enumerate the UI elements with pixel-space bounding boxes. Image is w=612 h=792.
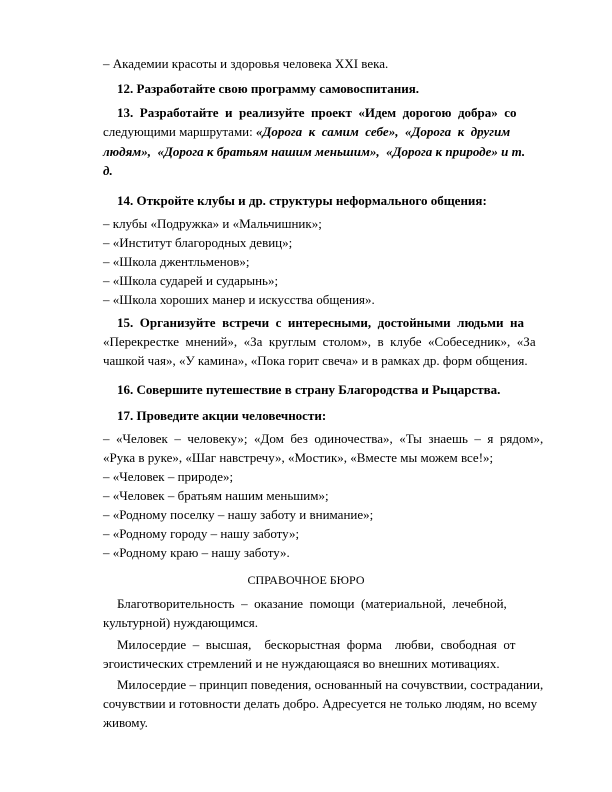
definition-1-line2: культурной) нуждающимся. <box>103 615 259 630</box>
item-17: 17. Проведите акции человечности: <box>117 408 327 423</box>
item-14: 14. Откройте клубы и др. структуры неформального общения: <box>117 193 487 208</box>
item-16: 16. Совершите путешествие в страну Благородства и Рыцарства. <box>117 382 501 397</box>
definition-1-line1: Благотворительность – оказание помощи (материальной, лечебной, <box>117 596 507 611</box>
club-item: – «Школа сударей и сударынь»; <box>103 273 279 288</box>
definition-2-line1: Милосердие – высшая, бескорыстная форма любви, свободная от <box>117 637 516 652</box>
club-item: – «Институт благородных девиц»; <box>103 235 293 250</box>
item-15-line2: «Перекрестке мнений», «За круглым столом», в клубе «Собеседник», «За <box>103 334 536 349</box>
club-item: – «Школа джентльменов»; <box>103 254 250 269</box>
action-item: – «Родному краю – нашу заботу». <box>103 545 290 560</box>
item-12: 12. Разработайте свою программу самовоспитания. <box>117 81 419 96</box>
club-item: – клубы «Подружка» и «Мальчишник»; <box>103 216 322 231</box>
line-academy: – Академии красоты и здоровья человека XXI века. <box>103 56 389 71</box>
action-item: – «Человек – природе»; <box>103 469 234 484</box>
item-13-line2 <box>103 124 571 140</box>
item-13-line1: 13. Разработайте и реализуйте проект «Идем дорогою добра» со <box>117 105 517 120</box>
section-heading: СПРАВОЧНОЕ БЮРО <box>247 573 365 587</box>
item-15-line1: 15. Организуйте встречи с интересными, достойными людьми на <box>117 315 524 330</box>
item-13-line4: д. <box>103 163 113 178</box>
item-13-routes-1: «Дорога к самим себе», «Дорога к другим <box>256 124 511 139</box>
action-item: – «Родному поселку – нашу заботу и внимание»; <box>103 507 374 522</box>
item-13-routes-label: следующими маршрутами: <box>103 124 253 139</box>
item-13-line3: людям», «Дорога к братьям нашим меньшим», «Дорога к природе» и т. <box>103 144 526 159</box>
item-15-line3: чашкой чая», «У камина», «Пока горит свеча» и в рамках др. форм общения. <box>103 353 528 368</box>
definition-3-line2: сочувствии и готовности делать добро. Адресуется не только людям, но всему <box>103 696 538 711</box>
club-item: – «Школа хороших манер и искусства общения». <box>103 292 375 307</box>
definition-3-line3: живому. <box>103 715 148 730</box>
action-item: – «Родному городу – нашу заботу»; <box>103 526 300 541</box>
action-item: – «Человек – братьям нашим меньшим»; <box>103 488 329 503</box>
actions-line1: – «Человек – человеку»; «Дом без одиночества», «Ты знаешь – я рядом», <box>103 431 544 446</box>
actions-line2: «Рука в руке», «Шаг навстречу», «Мостик», «Вместе мы можем все!»; <box>103 450 494 465</box>
definition-3-line1: Милосердие – принцип поведения, основанный на сочувствии, сострадании, <box>117 677 544 692</box>
definition-2-line2: эгоистических стремлений и не нуждающаяся во внешних мотивациях. <box>103 656 500 671</box>
